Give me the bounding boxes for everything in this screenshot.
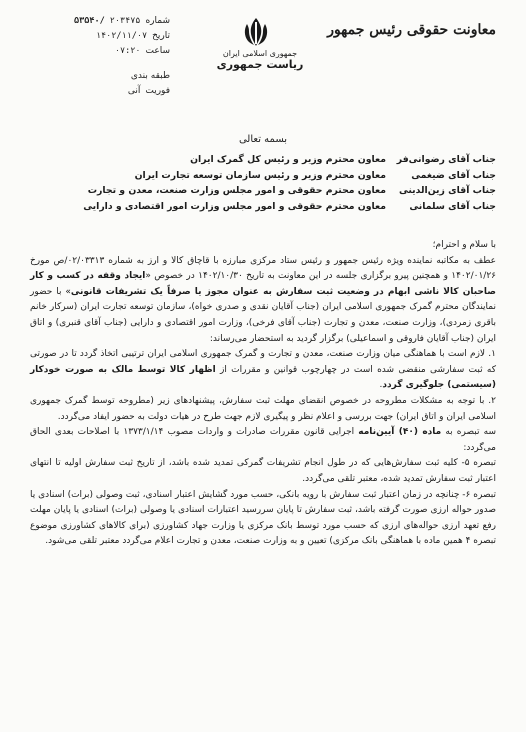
recipient-title: معاون محترم حقوقی و امور مجلس وزارت صنعت، معدن و تجارت xyxy=(87,185,386,196)
amendment-article: ماده (۴۰) آیین‌نامه xyxy=(358,427,442,438)
time-label: ساعت xyxy=(145,46,170,56)
intro-text: عطف به مکاتبه نماینده ویژه رئیس جمهور و رئیس ستاد مرکزی مبارزه با قاچاق کالا و ارز به شماره ۰۲/۰۳۳۱۳/ص مورخ ۱۴۰۲/۰۱/۲۶ و همچنین پیرو برگزاری جلسه در این معاونت به تاریخ ۱۴۰۲/۱۰/۳۰ در خصوص « xyxy=(30,255,497,282)
recipient-title: معاون محترم وزیر و رئیس کل گمرک ایران xyxy=(190,154,386,165)
classification-row xyxy=(40,69,170,84)
date-value: ۱۴۰۲/۱۱/۰۷ xyxy=(95,31,148,41)
urgency-value: آنی xyxy=(127,86,141,96)
office-title: معاونت حقوقی رئیس جمهور xyxy=(327,22,496,38)
date-row xyxy=(40,29,170,44)
amendment-text: سه تبصره به xyxy=(441,427,496,438)
iran-emblem-icon xyxy=(238,14,274,50)
emblem-caption xyxy=(210,48,310,70)
item-1-end: . xyxy=(379,380,383,391)
recipient-row xyxy=(26,168,496,184)
item-1-text: ۱. لازم است با هماهنگی میان وزارت صنعت، معدن و تجارت و گمرک جمهوری اسلامی ایران ترتیبی اتخاذ گردد تا در صورتی که ثبت سفارشی منقضی شده است در چهارچوب قوانین و مقررات از xyxy=(30,349,496,375)
handwritten-number: ۵۳۵۴۰/ xyxy=(74,16,105,26)
number-label: شماره xyxy=(145,16,170,26)
recipient-name: جناب آقای سلمانی xyxy=(409,200,496,212)
time-row xyxy=(40,44,170,59)
recipient-title: معاون محترم وزیر و رئیس سازمان توسعه تجارت ایران xyxy=(134,169,386,181)
time-value: ۰۷:۲۰ xyxy=(114,46,141,56)
number-value: ۲۰۳۴۷۵ xyxy=(109,16,141,26)
recipient-name: جناب آقای رضوانی‌فر xyxy=(396,154,496,165)
number-row xyxy=(40,14,170,29)
intro-subject: ایجاد وقفه در کسب و کار صاحبان کالا ناشی ابهام در وضعیت ثبت سفارش به عنوان مجوز یا صرفاً یک تشریفات قانونی xyxy=(30,271,496,297)
recipient-row xyxy=(26,152,496,168)
intro-text-cont: » با حضور نمایندگان محترم گمرک جمهوری اسلامی ایران (جناب آقایان نقدی و صدری خواه)، سازمان توسعه تجارت ایران (سرکار خانم باقری زمردی)، وزارت صنعت، معدن و تجارت (جناب آقای فرخی)، وزارت امور اقتصادی و دارایی (جناب آقای قنبری) و اتاق ایران (جناب آقایان فاروقی و اسماعیلی) برگزار گردید به استحضار می‌رساند: xyxy=(30,286,496,344)
greeting: با سلام و احترام؛ xyxy=(432,240,496,250)
emblem-line-2: ریاست جمهوری xyxy=(216,58,304,71)
item-1 xyxy=(30,347,496,394)
recipient-row xyxy=(26,183,496,199)
recipient-list xyxy=(26,152,496,214)
recipient-title: معاون محترم حقوقی و امور مجلس وزارت امور اقتصادی و دارایی xyxy=(83,200,386,212)
recipient-name: جناب آقای ضیغمی xyxy=(411,169,496,181)
urgency-label: فوریت xyxy=(145,86,170,96)
note-5: تبصره ۵- کلیه ثبت سفارش‌هایی که در طول انجام تشریفات گمرکی تمدید شده باشد، از تاریخ ثبت سفارش اولیه تا انتهای اعتبار ثبت سفارش تمدید شده، معتبر تلقی می‌گردد. xyxy=(30,458,496,484)
letter-meta xyxy=(40,14,170,99)
note-6: تبصره ۶- چنانچه در زمان اعتبار ثبت سفارش با رویه بانکی، حسب مورد گشایش اعتبار اسنادی، ثبت وصولی (برات) اسنادی یا صدور حواله ارزی صورت گرفته باشد، ثبت سفارش تا پایان سررسید اعتبارات اسنادی یا وصولی (برات) اسنادی یا پایان مهلت رفع تعهد ارزی حواله‌های ارزی که حسب مورد توسط بانک مرکزی یا وزارت جهاد کشاورزی (برای کالاهای کشاورزی موضوع تبصره ۴ همین ماده با هماهنگی بانک مرکزی) تعیین و به وزارت صنعت، معدن و تجارت اعلام می‌گردد معتبر تلقی می‌شود. xyxy=(30,489,496,547)
recipient-row xyxy=(26,199,496,215)
classification-label: طبقه بندی xyxy=(130,71,170,81)
urgency-row xyxy=(40,84,170,99)
emblem-line-1: جمهوری اسلامی ایران xyxy=(222,49,298,58)
amendment-intro xyxy=(30,425,496,456)
item-1-emphasis: اظهار کالا توسط مالک به صورت خودکار (سیستمی) جلوگیری گردد xyxy=(30,364,496,391)
paragraph-intro xyxy=(30,254,496,348)
recipient-name: جناب آقای زین‌الدینی xyxy=(398,185,496,196)
letter-body xyxy=(30,238,496,550)
bismillah: بسمه تعالی xyxy=(238,134,288,145)
date-label: تاریخ xyxy=(152,31,170,41)
item-2: ۲. با توجه به مشکلات مطروحه در خصوص انقضای مهلت ثبت سفارش، پیشنهادهای زیر (مطروحه توسط گمرک جمهوری اسلامی ایران و اتاق ایران) جهت بررسی و اعلام نظر و پیگیری لازم جهت طرح در هیات دولت به حضور ایفاد می‌گردد. xyxy=(30,395,496,422)
amendment-text-cont: اجرایی قانون مقررات صادرات و واردات مصوب ۱۳۷۳/۱/۱۴ با اصلاحات بعدی الحاق می‌گردد: xyxy=(30,427,496,453)
